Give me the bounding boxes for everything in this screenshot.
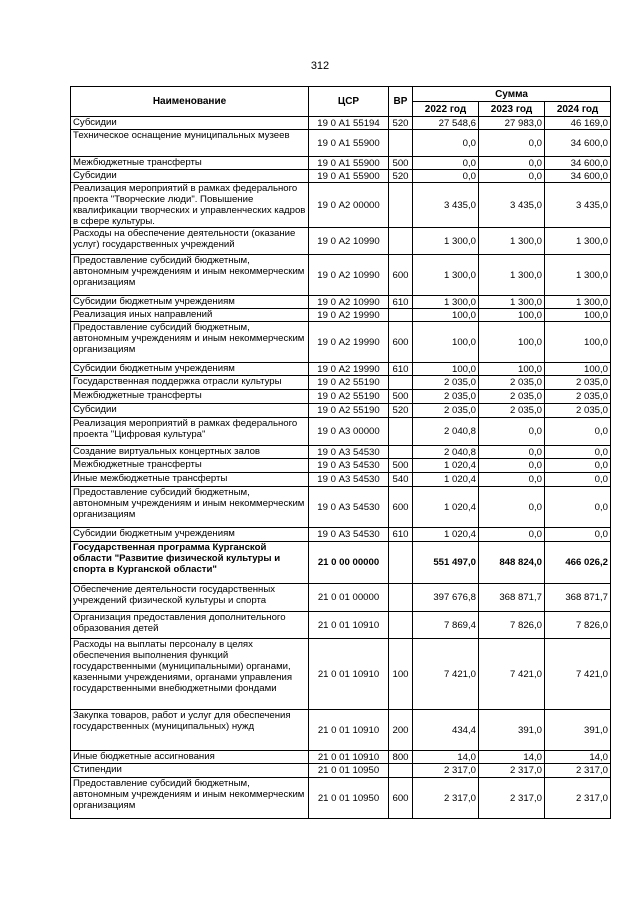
cell-2023: 0,0 [479,418,545,446]
header-sum: Сумма [413,87,611,102]
cell-name: Иные бюджетные ассигнования [71,751,309,764]
cell-name: Реализация мероприятий в рамках федерального проекта "Творческие люди". Повышение квалификации творческих и управленческих кадров в сфере культуры. [71,183,309,228]
cell-csr: 19 0 А3 00000 [309,418,389,446]
cell-name: Субсидии бюджетным учреждениям [71,528,309,542]
cell-name: Межбюджетные трансферты [71,459,309,473]
cell-csr: 19 0 А2 55190 [309,376,389,390]
cell-2022: 27 548,6 [413,117,479,130]
cell-vr [389,584,413,612]
table-row [71,542,611,584]
cell-csr: 21 0 01 00000 [309,584,389,612]
cell-2024: 2 317,0 [545,778,611,819]
cell-vr [389,130,413,157]
cell-csr: 19 0 А2 55190 [309,404,389,418]
table-row [71,117,611,130]
cell-2024: 2 035,0 [545,376,611,390]
table-row [71,446,611,459]
cell-name: Обеспечение деятельности государственных учреждений физической культуры и спорта [71,584,309,612]
table-row [71,751,611,764]
cell-name: Расходы на выплаты персоналу в целях обеспечения выполнения функций государственными (муниципальными) органами, казенными учреждениями, органами управления государственными внебюджетными фондами [71,639,309,710]
table-row [71,487,611,528]
cell-vr: 610 [389,296,413,309]
cell-2023: 0,0 [479,473,545,487]
cell-name: Субсидии [71,404,309,418]
cell-name: Техническое оснащение муниципальных музеев [71,130,309,157]
cell-2024: 3 435,0 [545,183,611,228]
cell-name: Субсидии бюджетным учреждениям [71,296,309,309]
cell-csr: 21 0 01 10910 [309,751,389,764]
header-csr: ЦСР [309,87,389,117]
cell-2022: 1 300,0 [413,255,479,296]
cell-vr [389,446,413,459]
cell-2024: 0,0 [545,459,611,473]
cell-vr [389,764,413,778]
cell-2024: 2 035,0 [545,404,611,418]
cell-vr: 520 [389,117,413,130]
cell-csr: 19 0 А1 55900 [309,130,389,157]
cell-vr [389,418,413,446]
cell-2023: 7 421,0 [479,639,545,710]
cell-2023: 0,0 [479,157,545,170]
cell-2022: 7 869,4 [413,612,479,639]
cell-name: Государственная программа Курганской области "Развитие физической культуры и спорта в Курганской области" [71,542,309,584]
cell-2023: 7 826,0 [479,612,545,639]
cell-vr: 610 [389,363,413,376]
cell-csr: 19 0 А2 19990 [309,322,389,363]
cell-2022: 0,0 [413,170,479,183]
cell-name: Расходы на обеспечение деятельности (оказание услуг) государственных учреждений [71,228,309,255]
cell-vr [389,309,413,322]
cell-2022: 1 020,4 [413,459,479,473]
cell-2023: 0,0 [479,170,545,183]
cell-2023: 1 300,0 [479,228,545,255]
table-row [71,170,611,183]
cell-2023: 848 824,0 [479,542,545,584]
cell-2023: 100,0 [479,322,545,363]
cell-csr: 21 0 01 10950 [309,778,389,819]
cell-csr: 19 0 А3 54530 [309,446,389,459]
page-number: 312 [310,60,330,72]
cell-csr: 19 0 А2 55190 [309,390,389,404]
cell-2022: 0,0 [413,130,479,157]
table-row [71,404,611,418]
cell-vr [389,542,413,584]
cell-vr: 800 [389,751,413,764]
cell-vr: 500 [389,390,413,404]
cell-2023: 100,0 [479,309,545,322]
cell-csr: 19 0 А2 10990 [309,228,389,255]
cell-2022: 2 040,8 [413,418,479,446]
cell-name: Реализация иных направлений [71,309,309,322]
cell-2023: 2 317,0 [479,764,545,778]
cell-2024: 0,0 [545,528,611,542]
cell-2024: 391,0 [545,710,611,751]
cell-vr: 100 [389,639,413,710]
budget-table [70,86,611,819]
cell-csr: 21 0 01 10910 [309,639,389,710]
cell-vr: 600 [389,322,413,363]
table-row [71,418,611,446]
cell-2024: 7 421,0 [545,639,611,710]
cell-csr: 19 0 А1 55194 [309,117,389,130]
table-row [71,473,611,487]
cell-2023: 0,0 [479,130,545,157]
cell-name: Субсидии бюджетным учреждениям [71,363,309,376]
table-row [71,183,611,228]
table-row [71,764,611,778]
cell-2023: 100,0 [479,363,545,376]
cell-2024: 1 300,0 [545,228,611,255]
cell-name: Предоставление субсидий бюджетным, автономным учреждениям и иным некоммерческим организациям [71,487,309,528]
table-row [71,390,611,404]
cell-2024: 1 300,0 [545,296,611,309]
cell-2022: 100,0 [413,363,479,376]
table-body [71,117,611,819]
cell-csr: 21 0 01 10910 [309,710,389,751]
cell-2023: 2 035,0 [479,390,545,404]
table-row [71,130,611,157]
table-row [71,363,611,376]
cell-vr: 200 [389,710,413,751]
cell-name: Иные межбюджетные трансферты [71,473,309,487]
table-row [71,778,611,819]
cell-csr: 21 0 01 10910 [309,612,389,639]
cell-vr: 610 [389,528,413,542]
cell-2022: 14,0 [413,751,479,764]
cell-2022: 434,4 [413,710,479,751]
cell-2024: 7 826,0 [545,612,611,639]
cell-name: Межбюджетные трансферты [71,390,309,404]
table-row [71,376,611,390]
cell-name: Реализация мероприятий в рамках федерального проекта "Цифровая культура" [71,418,309,446]
cell-2024: 34 600,0 [545,157,611,170]
cell-2023: 368 871,7 [479,584,545,612]
cell-2022: 2 035,0 [413,404,479,418]
cell-2022: 1 300,0 [413,228,479,255]
cell-2024: 34 600,0 [545,130,611,157]
cell-csr: 19 0 А3 54530 [309,473,389,487]
cell-name: Субсидии [71,170,309,183]
cell-2024: 466 026,2 [545,542,611,584]
table-row [71,459,611,473]
cell-2022: 2 035,0 [413,390,479,404]
cell-2024: 14,0 [545,751,611,764]
cell-2022: 3 435,0 [413,183,479,228]
cell-2022: 1 020,4 [413,528,479,542]
cell-name: Организация предоставления дополнительного образования детей [71,612,309,639]
cell-vr [389,612,413,639]
header-vr: ВР [389,87,413,117]
table-row [71,528,611,542]
cell-csr: 19 0 А3 54530 [309,528,389,542]
cell-name: Государственная поддержка отрасли культуры [71,376,309,390]
cell-2024: 100,0 [545,363,611,376]
cell-2024: 34 600,0 [545,170,611,183]
cell-name: Закупка товаров, работ и услуг для обеспечения государственных (муниципальных) нужд [71,710,309,751]
table-row [71,157,611,170]
cell-2023: 14,0 [479,751,545,764]
cell-2022: 2 317,0 [413,778,479,819]
cell-csr: 19 0 А2 19990 [309,363,389,376]
cell-csr: 19 0 А1 55900 [309,170,389,183]
cell-2022: 7 421,0 [413,639,479,710]
cell-name: Субсидии [71,117,309,130]
cell-2024: 0,0 [545,418,611,446]
cell-vr: 600 [389,255,413,296]
cell-vr: 500 [389,459,413,473]
cell-csr: 19 0 А2 10990 [309,255,389,296]
cell-2022: 397 676,8 [413,584,479,612]
cell-2023: 27 983,0 [479,117,545,130]
cell-vr: 520 [389,170,413,183]
table-row [71,612,611,639]
cell-2024: 2 035,0 [545,390,611,404]
header-2022: 2022 год [413,102,479,117]
cell-vr [389,376,413,390]
cell-2022: 2 040,8 [413,446,479,459]
cell-2024: 368 871,7 [545,584,611,612]
cell-csr: 19 0 А2 10990 [309,296,389,309]
cell-name: Предоставление субсидий бюджетным, автономным учреждениям и иным некоммерческим организациям [71,322,309,363]
cell-2023: 1 300,0 [479,255,545,296]
cell-name: Межбюджетные трансферты [71,157,309,170]
cell-name: Предоставление субсидий бюджетным, автономным учреждениям и иным некоммерческим организациям [71,255,309,296]
cell-2024: 100,0 [545,322,611,363]
cell-2022: 1 300,0 [413,296,479,309]
table-row [71,296,611,309]
cell-2024: 0,0 [545,473,611,487]
table-row [71,255,611,296]
cell-2022: 2 317,0 [413,764,479,778]
cell-csr: 19 0 А2 19990 [309,309,389,322]
cell-vr [389,228,413,255]
cell-2022: 0,0 [413,157,479,170]
cell-2023: 2 035,0 [479,404,545,418]
cell-2023: 2 035,0 [479,376,545,390]
table-row [71,710,611,751]
cell-csr: 19 0 А1 55900 [309,157,389,170]
cell-2023: 1 300,0 [479,296,545,309]
cell-2024: 2 317,0 [545,764,611,778]
cell-vr [389,183,413,228]
cell-2022: 551 497,0 [413,542,479,584]
cell-vr: 540 [389,473,413,487]
cell-2023: 391,0 [479,710,545,751]
cell-name: Предоставление субсидий бюджетным, автономным учреждениям и иным некоммерческим организациям [71,778,309,819]
cell-vr: 500 [389,157,413,170]
cell-2024: 0,0 [545,446,611,459]
cell-2022: 1 020,4 [413,473,479,487]
table-row [71,639,611,710]
cell-csr: 21 0 00 00000 [309,542,389,584]
cell-2024: 46 169,0 [545,117,611,130]
cell-csr: 19 0 А3 54530 [309,487,389,528]
cell-2022: 1 020,4 [413,487,479,528]
cell-name: Создание виртуальных концертных залов [71,446,309,459]
cell-2023: 0,0 [479,446,545,459]
cell-2023: 3 435,0 [479,183,545,228]
header-name: Наименование [71,87,309,117]
cell-2022: 100,0 [413,309,479,322]
header-2023: 2023 год [479,102,545,117]
table-row [71,228,611,255]
cell-name: Стипендии [71,764,309,778]
cell-vr: 600 [389,487,413,528]
cell-2022: 100,0 [413,322,479,363]
cell-csr: 21 0 01 10950 [309,764,389,778]
cell-csr: 19 0 А3 54530 [309,459,389,473]
cell-2024: 1 300,0 [545,255,611,296]
cell-2023: 2 317,0 [479,778,545,819]
header-2024: 2024 год [545,102,611,117]
cell-2023: 0,0 [479,528,545,542]
table-row [71,322,611,363]
table-row [71,309,611,322]
cell-vr: 520 [389,404,413,418]
cell-2023: 0,0 [479,459,545,473]
cell-2022: 2 035,0 [413,376,479,390]
cell-2024: 0,0 [545,487,611,528]
cell-csr: 19 0 А2 00000 [309,183,389,228]
cell-2023: 0,0 [479,487,545,528]
cell-2024: 100,0 [545,309,611,322]
table-row [71,584,611,612]
cell-vr: 600 [389,778,413,819]
